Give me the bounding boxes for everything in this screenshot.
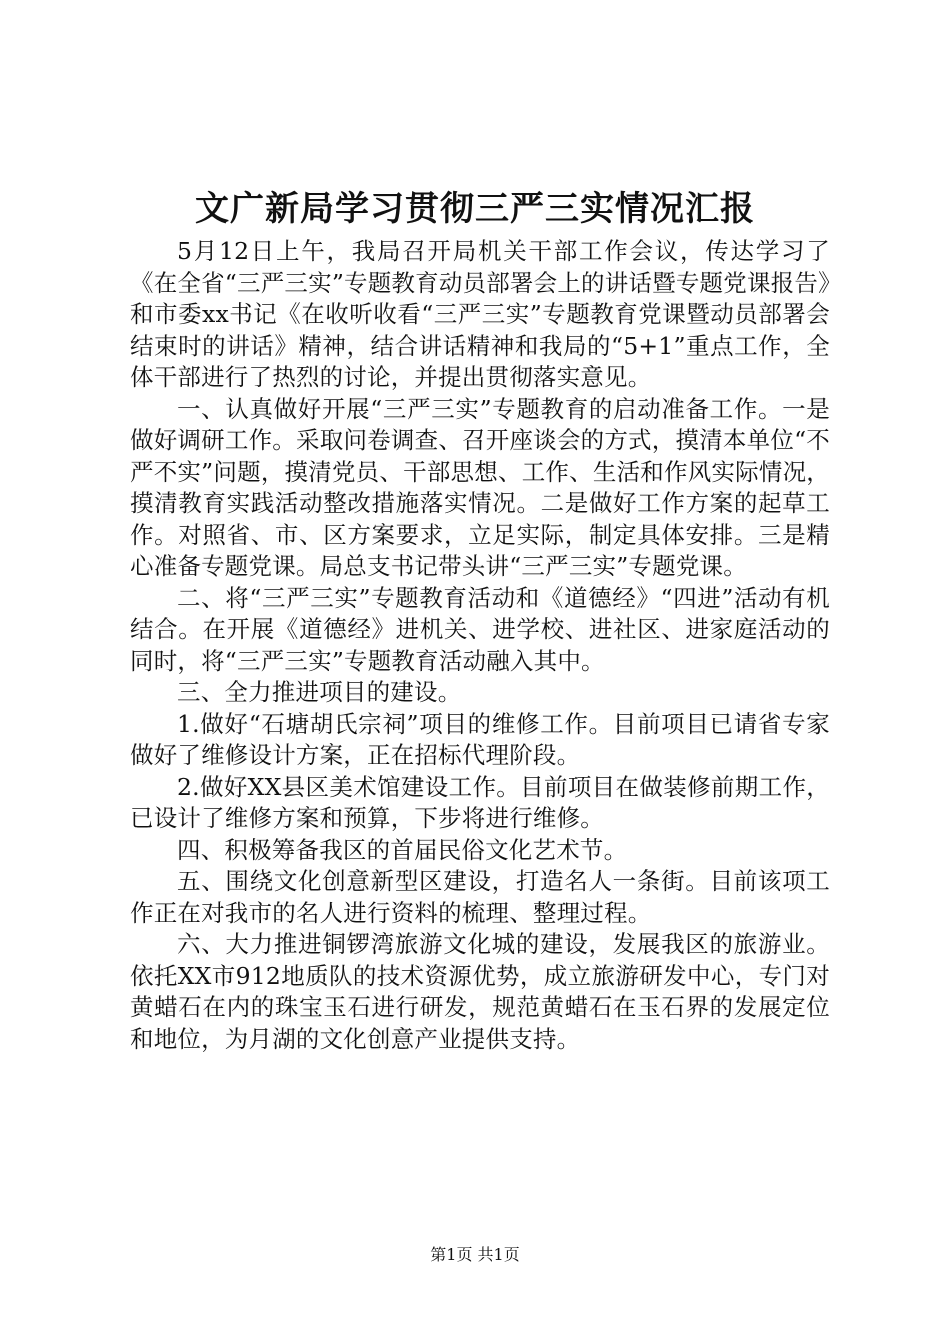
paragraph-section-1: 一、认真做好开展“三严三实”专题教育的启动准备工作。一是做好调研工作。采取问卷调查、召开座谈会的方式，摸清本单位“不严不实”问题，摸清党员、干部思想、工作、生活和作风实际情况，摸清教育实践活动整改措施落实情况。二是做好工作方案的起草工作。对照省、市、区方案要求，立足实际，制定具体安排。三是精心准备专题党课。局总支书记带头讲“三严三实”专题党课。 [130, 394, 830, 580]
paragraph-item-2: 2.做好XX县区美术馆建设工作。目前项目在做装修前期工作，已设计了维修方案和预算，下步将进行维修。 [130, 772, 830, 832]
paragraph-intro: 5月12日上午，我局召开局机关干部工作会议，传达学习了《在全省“三严三实”专题教育动员部署会上的讲话暨专题党课报告》和市委xx书记《在收听收看“三严三实”专题教育党课暨动员部署会结束时的讲话》精神，结合讲话精神和我局的“5+1”重点工作，全体干部进行了热烈的讨论，并提出贯彻落实意见。 [130, 237, 830, 391]
document-body [130, 236, 830, 1055]
paragraph-section-2: 二、将“三严三实”专题教育活动和《道德经》“四进”活动有机结合。在开展《道德经》进机关、进学校、进社区、进家庭活动的同时，将“三严三实”专题教育活动融入其中。 [130, 583, 830, 675]
paragraph-section-3: 三、全力推进项目的建设。 [177, 678, 462, 706]
page-number-footer: 第1页 共1页 [430, 1245, 520, 1264]
paragraph-section-4: 四、积极筹备我区的首届民俗文化艺术节。 [177, 835, 628, 864]
paragraph-item-1: 1.做好“石塘胡氏宗祠”项目的维修工作。目前项目已请省专家做好了维修设计方案，正在招标代理阶段。 [130, 709, 830, 769]
paragraph-section-6: 六、大力推进铜锣湾旅游文化城的建设，发展我区的旅游业。依托XX市912地质队的技术资源优势，成立旅游研发中心，专门对黄蜡石在内的珠宝玉石进行研发，规范黄蜡石在玉石界的发展定位和地位，为月湖的文化创意产业提供支持。 [130, 930, 830, 1053]
document-title: 文广新局学习贯彻三严三实情况汇报 [195, 189, 755, 229]
paragraph-section-5: 五、围绕文化创意新型区建设，打造名人一条街。目前该项工作正在对我市的名人进行资料的梳理、整理过程。 [130, 867, 830, 927]
